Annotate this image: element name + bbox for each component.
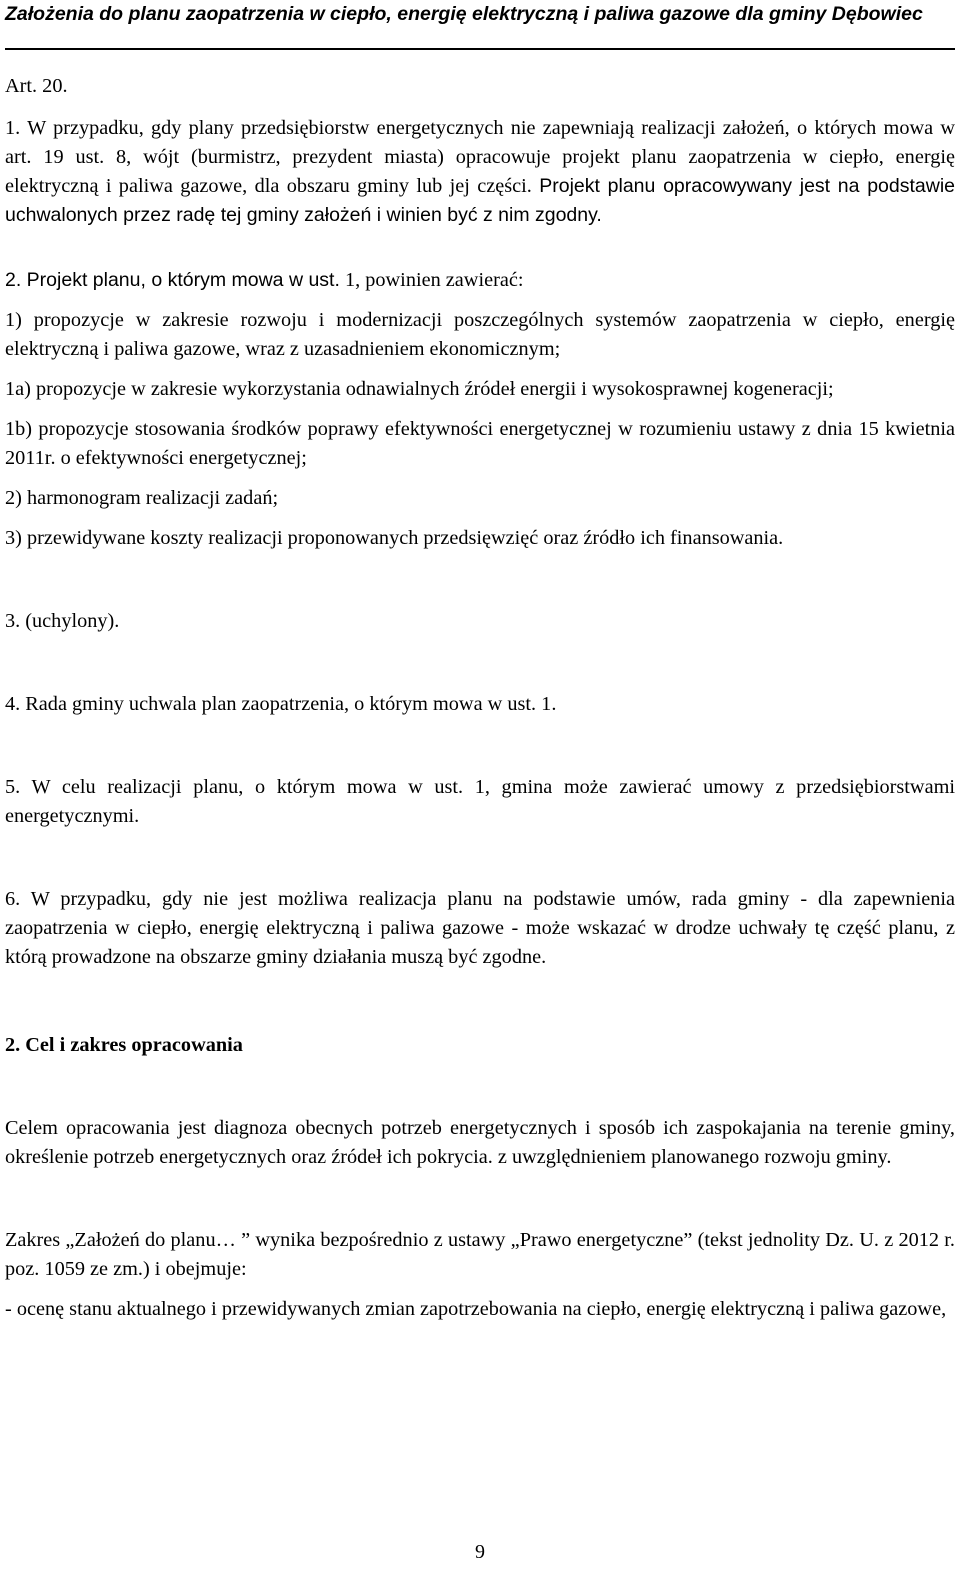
list-item-3: 3) przewidywane koszty realizacji proponowanych przedsięwzięć oraz źródło ich finansowania. bbox=[5, 527, 784, 549]
paragraph-2-sans-text: 2. Projekt planu, o którym mowa w ust. bbox=[5, 269, 340, 291]
article-paragraph-5: 5. W celu realizacji planu, o którym mowa w ust. 1, gmina może zawierać umowy z przedsiębiorstwami energetycznymi. bbox=[5, 776, 955, 827]
article-paragraph-6: 6. W przypadku, gdy nie jest możliwa realizacja planu na podstawie umów, rada gminy - dla zapewnienia zaopatrzenia w ciepło, energię elektryczną i paliwa gazowe - może wskazać w drodze uchwały tę część planu, z którą prowadzone na obszarze gminy działania muszą być zgodne. bbox=[5, 888, 955, 968]
page-number: 9 bbox=[475, 1541, 485, 1563]
list-item-1b: 1b) propozycje stosowania środków poprawy efektywności energetycznej w rozumieniu ustawy z dnia 15 kwietnia 2011r. o efektywności energetycznej; bbox=[5, 418, 955, 469]
page-header bbox=[5, 0, 955, 50]
article-paragraph-2 bbox=[5, 266, 955, 295]
list-item-2: 2) harmonogram realizacji zadań; bbox=[5, 487, 279, 509]
list-item-1: 1) propozycje w zakresie rozwoju i modernizacji poszczególnych systemów zaopatrzenia w ciepło, energię elektryczną i paliwa gazowe, wraz z uzasadnieniem ekonomicznym; bbox=[5, 309, 955, 360]
header-title: Założenia do planu zaopatrzenia w ciepło, energię elektryczną i paliwa gazowe dla gminy Dębowiec bbox=[5, 3, 923, 25]
list-item-1a: 1a) propozycje w zakresie wykorzystania odnawialnych źródeł energii i wysokosprawnej kogeneracji; bbox=[5, 378, 834, 400]
section-paragraph-1: Celem opracowania jest diagnoza obecnych potrzeb energetycznych i sposób ich zaspokajania na terenie gminy, określenie potrzeb energetycznych oraz źródeł ich pokrycia. z uwzględnieniem planowanego rozwoju gminy. bbox=[5, 1117, 955, 1168]
article-heading: Art. 20. bbox=[5, 75, 68, 97]
article-paragraph-3: 3. (uchylony). bbox=[5, 610, 120, 632]
paragraph-1-sans-text: Projekt planu opracowywany jest na podstawie uchwalonych przez radę tej gminy założeń i winien być z nim zgodny. bbox=[5, 175, 956, 226]
paragraph-1-serif-text: 1. W przypadku, gdy plany przedsiębiorstw energetycznych nie zapewniają realizacji założeń, o których mowa w art. 19 ust. 8, wójt (burmistrz, prezydent miasta) opracowuje projekt planu zaopatrzenia w ciepło, energię elektryczną i paliwa gazowe, dla obszaru gminy lub jej części. bbox=[5, 117, 955, 197]
paragraph-2-serif-text: 1, powinien zawierać: bbox=[344, 269, 524, 291]
article-paragraph-4: 4. Rada gminy uchwala plan zaopatrzenia, o którym mowa w ust. 1. bbox=[5, 693, 557, 715]
section-paragraph-2: Zakres „Założeń do planu… ” wynika bezpośrednio z ustawy „Prawo energetyczne” (tekst jednolity Dz. U. z 2012 r. poz. 1059 ze zm.) i obejmuje: bbox=[5, 1229, 955, 1280]
article-paragraph-1 bbox=[5, 114, 955, 230]
section-bullet-1: - ocenę stanu aktualnego i przewidywanych zmian zapotrzebowania na ciepło, energię elektryczną i paliwa gazowe, bbox=[5, 1298, 947, 1320]
document-body bbox=[5, 72, 955, 1324]
section-heading: 2. Cel i zakres opracowania bbox=[5, 1034, 243, 1056]
